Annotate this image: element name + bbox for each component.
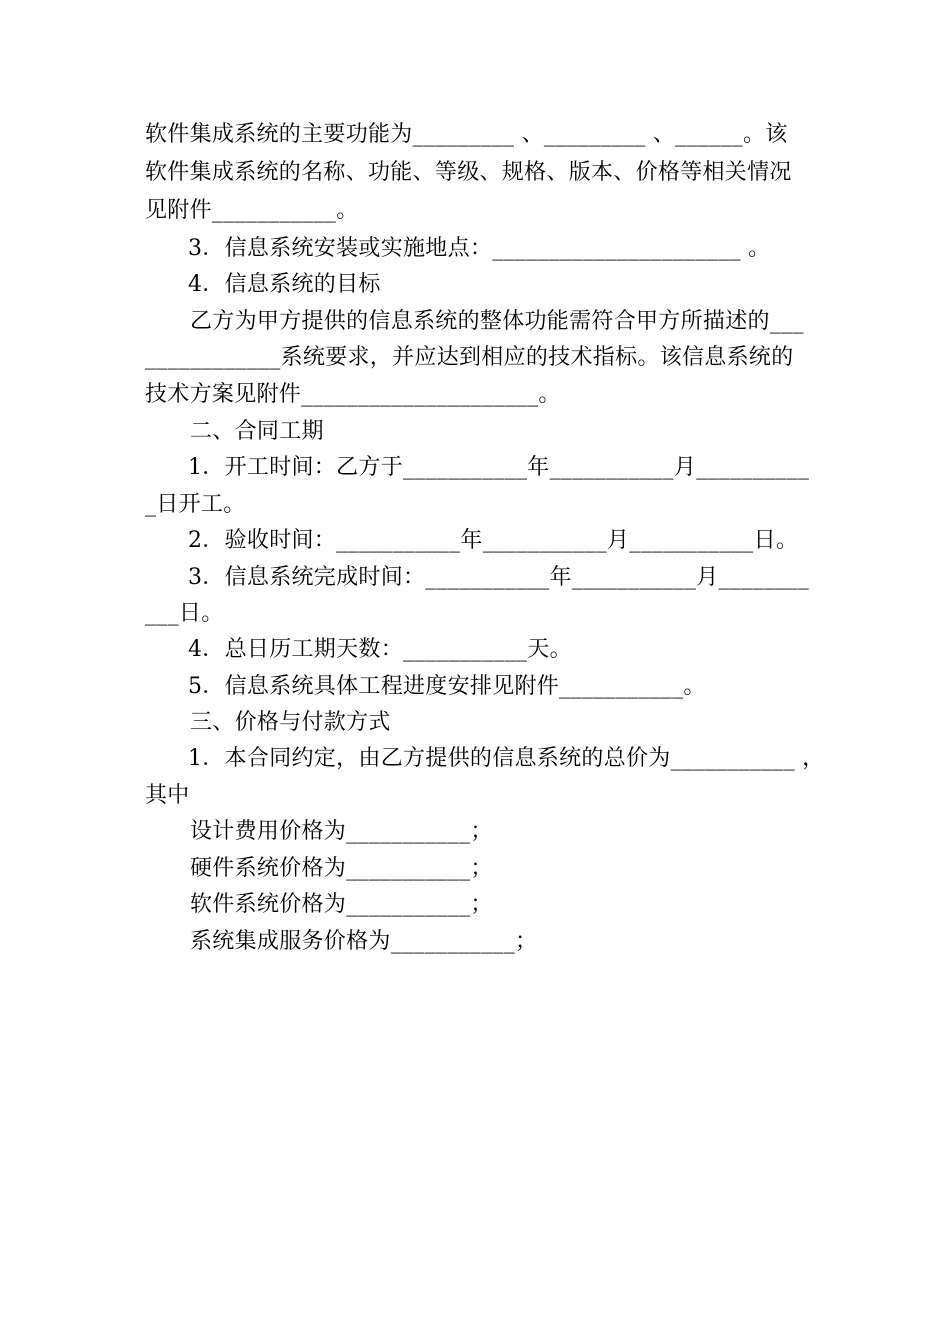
section-heading: 二、合同工期 <box>190 419 324 444</box>
list-item: 3．信息系统完成时间：___________年___________月________ <box>188 565 809 590</box>
list-item: 1．本合同约定，由乙方提供的信息系统的总价为___________ ， <box>188 746 825 771</box>
list-item: 3．信息系统安装或实施地点：______________________ 。 <box>188 236 771 261</box>
paragraph-line: 软件集成系统的主要功能为_________ 、_________ 、______。该 <box>145 122 788 147</box>
list-item: 4．总日历工期天数：___________天。 <box>188 637 572 662</box>
section-subheading: 4．信息系统的目标 <box>188 272 381 297</box>
section-heading: 三、价格与付款方式 <box>190 710 391 735</box>
paragraph-line: 其中 <box>145 783 190 808</box>
list-item: 5．信息系统具体工程进度安排见附件___________。 <box>188 674 706 699</box>
paragraph-line: ___日。 <box>145 601 224 626</box>
paragraph-line: _日开工。 <box>145 492 246 517</box>
paragraph-line: 乙方为甲方提供的信息系统的整体功能需符合甲方所描述的___ <box>190 309 804 334</box>
list-item: 1．开工时间：乙方于___________年___________月__________ <box>188 455 810 480</box>
price-line: 硬件系统价格为___________； <box>190 856 493 881</box>
paragraph-line: 见附件___________。 <box>145 198 359 223</box>
paragraph-line: 软件集成系统的名称、功能、等级、规格、版本、价格等相关情况 <box>145 160 792 185</box>
list-item: 2．验收时间：___________年___________月___________日。 <box>188 528 799 553</box>
price-line: 系统集成服务价格为___________； <box>190 929 538 954</box>
price-line: 软件系统价格为___________； <box>190 892 493 917</box>
paragraph-line: 技术方案见附件_____________________。 <box>145 382 561 407</box>
paragraph-line: ____________系统要求，并应达到相应的技术指标。该信息系统的 <box>145 345 794 370</box>
price-line: 设计费用价格为___________； <box>190 819 493 844</box>
